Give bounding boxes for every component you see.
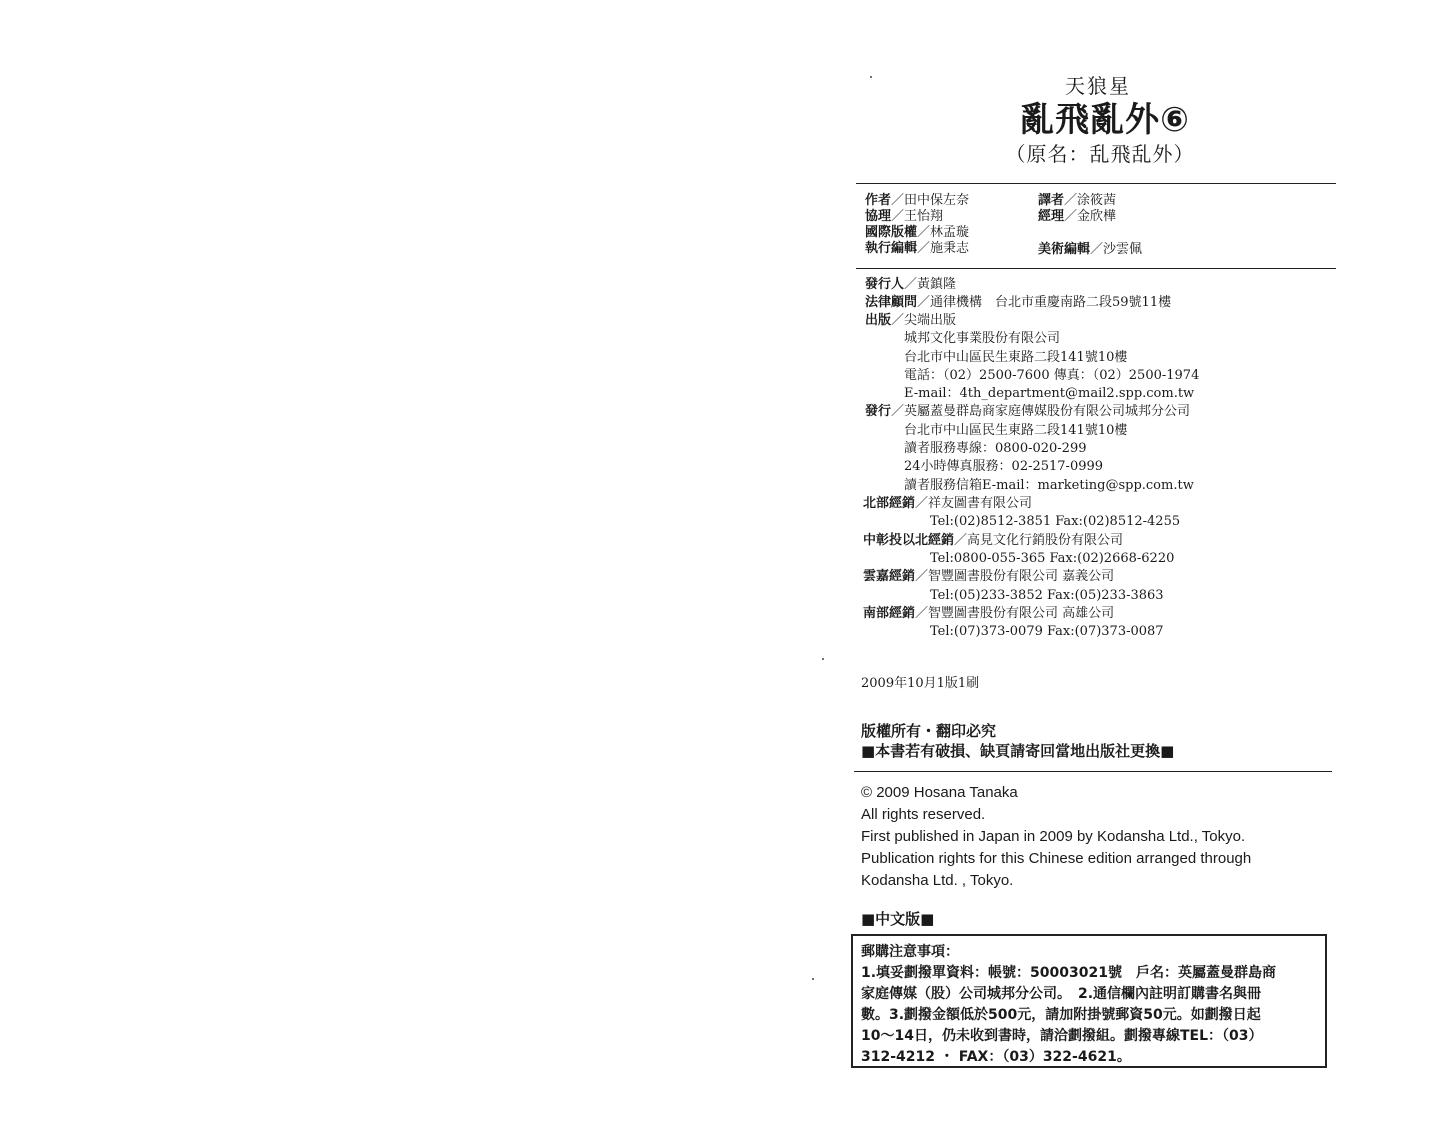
rights-notice: 版權所有・翻印必究 <box>861 722 997 740</box>
north-distributor: 北部經銷／祥友圖書有限公司 <box>863 496 1033 511</box>
email-line: E-mail：4th_department@mail2.spp.com.tw <box>904 386 1195 401</box>
credit-manager: 經理／金欣樺 <box>1038 209 1117 224</box>
scan-speck <box>822 658 824 660</box>
credit-author: 作者／田中保左奈 <box>865 193 970 208</box>
distributor-line: 發行／英屬蓋曼群島商家庭傳媒股份有限公司城邦分公司 <box>865 404 1191 419</box>
credit-assistant: 協理／王怡翔 <box>865 209 944 224</box>
scan-speck <box>870 76 872 78</box>
south-distributor: 南部經銷／智豐圖書股份有限公司 高雄公司 <box>863 606 1115 621</box>
fax-service: 24小時傳真服務：02-2517-0999 <box>904 459 1104 474</box>
copyright-line: Publication rights for this Chinese edition arranged through <box>861 850 1252 867</box>
mail-order-line: 家庭傳媒（股）公司城邦分公司。 2.通信欄內註明訂購書名與冊 <box>861 986 1262 1002</box>
scan-speck <box>812 978 814 980</box>
central-distributor: 中彰投以北經銷／高見文化行銷股份有限公司 <box>863 533 1124 548</box>
reader-email: 讀者服務信箱E-mail：marketing@spp.com.tw <box>904 478 1194 493</box>
credit-translator: 譯者／涂筱茜 <box>1038 193 1117 208</box>
mail-order-line: 1.填妥劃撥單資料：帳號：50003021號 戶名：英屬蓋曼群島商 <box>861 965 1276 981</box>
south-contact: Tel:(07)373-0079 Fax:(07)373-0087 <box>930 624 1164 639</box>
yunjia-distributor: 雲嘉經銷／智豐圖書股份有限公司 嘉義公司 <box>863 569 1115 584</box>
credit-exec-editor: 執行編輯／施秉志 <box>865 241 970 256</box>
publisher-line: 發行人／黃鎮隆 <box>865 277 957 292</box>
copyright-line: Kodansha Ltd. , Tokyo. <box>861 872 1014 889</box>
copyright-line: © 2009 Hosana Tanaka <box>861 784 1018 801</box>
north-contact: Tel:(02)8512-3851 Fax:(02)8512-4255 <box>930 514 1181 529</box>
legal-line: 法律顧問／通律機構 台北市重慶南路二段59號11樓 <box>865 295 1172 310</box>
mail-order-line: 數。3.劃撥金額低於500元，請加附掛號郵資50元。如劃撥日起 <box>861 1007 1261 1023</box>
divider <box>856 268 1336 269</box>
address-line: 台北市中山區民生東路二段141號10樓 <box>904 350 1128 365</box>
edition-date: 2009年10月1版1刷 <box>861 676 980 691</box>
reader-hotline: 讀者服務專線：0800-020-299 <box>904 441 1087 456</box>
yunjia-contact: Tel:(05)233-3852 Fax:(05)233-3863 <box>930 588 1164 603</box>
mail-order-box <box>851 934 1327 1068</box>
dist-address-line: 台北市中山區民生東路二段141號10樓 <box>904 423 1128 438</box>
mail-order-line: 10～14日，仍未收到書時，請洽劃撥組。劃撥專線TEL：（03） <box>861 1028 1263 1044</box>
divider <box>856 183 1336 184</box>
series-kicker: 天狼星 <box>1065 74 1131 98</box>
divider <box>854 771 1332 772</box>
mail-order-line: 312-4212 ・ FAX：（03）322-4621。 <box>861 1049 1131 1065</box>
copyright-line: All rights reserved. <box>861 806 986 823</box>
phone-line: 電話：（02）2500-7600 傳真：（02）2500-1974 <box>904 368 1200 383</box>
book-title: 亂飛亂外⑥ <box>1020 100 1190 140</box>
mail-order-title: 郵購注意事項： <box>861 944 959 960</box>
copyright-line: First published in Japan in 2009 by Kodansha Ltd., Tokyo. <box>861 828 1246 845</box>
credit-art-editor: 美術編輯／沙雲佩 <box>1038 242 1143 257</box>
imprint-line: 出版／尖端出版 <box>865 313 957 328</box>
replacement-notice: ■本書若有破損、缺頁請寄回當地出版社更換■ <box>861 742 1175 760</box>
original-title: （原名：乱飛乱外） <box>1005 142 1195 166</box>
credit-rights: 國際版權／林孟璇 <box>865 225 970 240</box>
company-line: 城邦文化事業股份有限公司 <box>904 331 1061 346</box>
central-contact: Tel:0800-055-365 Fax:(02)2668-6220 <box>930 551 1175 566</box>
chinese-edition-label: ■中文版■ <box>861 910 935 928</box>
